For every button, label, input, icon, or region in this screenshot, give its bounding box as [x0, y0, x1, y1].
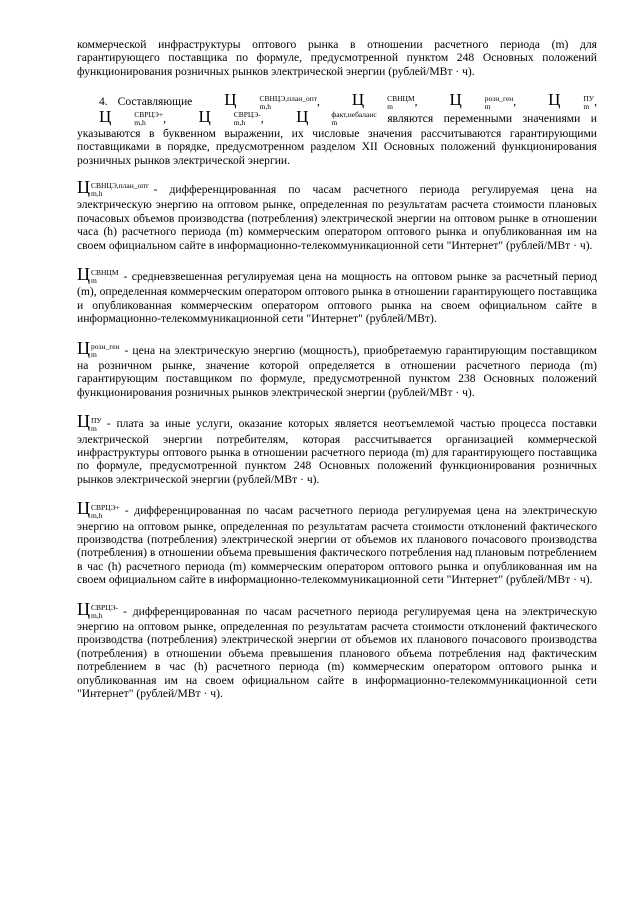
symbol-superscript: СВРЦЭ+ [134, 109, 164, 119]
definition-text: - плата за иные услуги, оказание которых является неотъемлемой частью процесса поставки электрической энергии потребителям, которая рассчитывается организацией коммерческой инфраструктуры оптового рынка в отношении расчетного периода (m) для гарантирующего поставщика по формуле, предусмотренной пунктом 248 Основных положений функционирования розничных рынков электрической энергии (рублей/МВт · ч). [77, 417, 597, 486]
symbol-subscript: m,h [134, 117, 146, 127]
definition-paragraph [77, 177, 597, 252]
price-symbol-letter: Ц [77, 177, 90, 198]
definition-text: - дифференцированная по часам расчетного периода регулируемая цена на электрическую энергию на оптовом рынке, определенная по результатам расчета стоимости плановых почасовых объемов производства (потребления) электрической энергии на оптовом рынке в отношении часа (h) расчетного периода (m) коммерческим оператором оптового рынка и опубликованная им на своем официальном сайте в информационно-телекоммуникационной сети "Интернет" (рублей/МВт · ч). [77, 183, 597, 252]
definition-text: - дифференцированная по часам расчетного периода регулируемая цена на электрическую энергию на оптовом рынке, определенная по результатам расчета стоимости отклонений фактического производства (потребления) электрической энергии от объемов их планового почасового производства (потребления) в отношении объема превышения планового объема потребления над фактическим потреблением в час (h) расчетного периода (m) коммерческим оператором оптового рынка и опубликованная им на своем официальном сайте в информационно-телекоммуникационной сети "Интернет" (рублей/МВт · ч). [77, 604, 597, 700]
formula-symbol [77, 106, 164, 127]
intro-paragraph: коммерческой инфраструктуры оптового рынка в отношении расчетного периода (m) для гарантирующего поставщика по формуле, предусмотренной пунктом 248 Основных положений функционирования розничных рынков электрической энергии (рублей/МВт · ч). [77, 38, 597, 78]
symbol-superscript: ПУ [583, 93, 595, 103]
symbol-superscript: факт,небаланс [331, 109, 377, 119]
symbol-superscript: СВНЦЭ,план_опт [91, 181, 149, 191]
formula-symbol [176, 106, 261, 127]
definition-paragraph [77, 264, 597, 326]
definition-paragraph [77, 598, 597, 701]
paragraph-4 [77, 90, 598, 167]
price-symbol-letter: Ц [296, 106, 309, 126]
symbol-superscript: СВРЦЭ- [233, 109, 261, 119]
symbol-subscript: m [331, 117, 338, 127]
definition-symbol [77, 337, 120, 359]
symbol-subscript: m,h [233, 117, 246, 127]
definitions-list [77, 177, 597, 700]
definition-paragraph [77, 498, 597, 587]
price-symbol-letter: Ц [77, 264, 90, 285]
formula-symbol [330, 90, 415, 111]
document-page [77, 38, 597, 716]
symbol-subscript: m [91, 423, 97, 433]
definition-symbol [77, 498, 120, 520]
symbol-superscript: СВРЦЭ+ [91, 502, 120, 512]
definition-text: - дифференцированная по часам расчетного периода регулируемая цена на электрическую энергию на оптовом рынке, определенная по результатам расчета стоимости отклонений фактического производства (потребления) электрической энергии от объемов их планового почасового производства (потребления) в отношении объема превышения фактического потребления над плановым потреблением в час (h) расчетного периода (m) коммерческим оператором оптового рынка и опубликованная им на своем официальном сайте в информационно-телекоммуникационной сети "Интернет" (рублей/МВт · ч). [77, 504, 597, 587]
formula-symbol [274, 106, 377, 127]
symbol-superscript: СВНЦМ [387, 93, 415, 103]
formula-symbol [427, 90, 514, 111]
symbol-superscript: СВНЦЭ,план_опт [259, 93, 318, 103]
symbol-superscript: розн_ген [91, 342, 120, 351]
formula-symbol [526, 90, 595, 111]
definition-symbol [77, 264, 119, 286]
paragraph-4-text: являются переменными значениями и указываются в буквенном выражении, их числовые значения рассчитываются гарантирующими поставщиками в порядке, предусмотренном разделом XII Основных положений функционирования розничных рынков электрической энергии. [77, 111, 598, 167]
price-symbol-letter: Ц [548, 90, 561, 110]
definition-symbol [77, 177, 149, 199]
price-symbol-letter: Ц [351, 90, 365, 110]
symbol-subscript: m,h [91, 610, 103, 620]
definition-text: - цена на электрическую энергию (мощность), приобретаемую гарантирующим поставщиком на розничном рынке, значение которой определяется в отношении расчетного периода (m) гарантирующим поставщиком по формуле, предусмотренной пунктом 238 Основных положений функционирования розничных рынков электрической энергии (рублей/МВт · ч). [77, 343, 597, 399]
price-symbol-letter: Ц [224, 90, 237, 110]
price-symbol-letter: Ц [99, 106, 112, 126]
symbol-superscript: розн_ген [484, 93, 514, 103]
definition-paragraph [77, 411, 597, 486]
symbol-superscript: СВРЦЭ- [91, 602, 119, 612]
paragraph-4-lead: 4. Составляющие [99, 95, 193, 109]
price-symbol-letter: Ц [198, 106, 211, 126]
symbol-subscript: m,h [259, 101, 271, 111]
symbol-subscript: m,h [91, 189, 103, 199]
symbol-superscript: СВНЦМ [91, 268, 119, 278]
definition-symbol [77, 598, 119, 620]
definition-text: - средневзвешенная регулируемая цена на мощность на оптовом рынке за расчетный период (m), определенная коммерческим оператором оптового рынка в отношении гарантирующего поставщика и опубликованная коммерческим оператором оптового рынка на своем официальном сайте в информационно-телекоммуникационной сети "Интернет" (рублей/МВт). [77, 270, 597, 326]
symbol-subscript: m [484, 101, 491, 111]
definition-symbol [77, 411, 102, 433]
symbol-subscript: m [583, 101, 590, 111]
symbol-subscript: m [91, 350, 97, 359]
definition-paragraph [77, 337, 597, 400]
symbol-subscript: m,h [91, 510, 103, 520]
price-symbol-letter: Ц [77, 411, 90, 432]
paragraph-4-symbols: Ц СВНЦЭ,план_опт m,h , Ц СВНЦМ m , Ц розн_ген m , Ц ПУ m , Ц СВРЦЭ+ m,h , Ц СВРЦЭ- m,h , Ц факт,небаланс m [77, 95, 597, 124]
price-symbol-letter: Ц [449, 90, 462, 110]
price-symbol-letter: Ц [77, 598, 90, 619]
symbol-subscript: m [387, 101, 393, 111]
price-symbol-letter: Ц [77, 498, 90, 519]
symbol-subscript: m [91, 276, 97, 286]
symbol-superscript: ПУ [91, 415, 102, 425]
price-symbol-letter: Ц [77, 337, 90, 358]
